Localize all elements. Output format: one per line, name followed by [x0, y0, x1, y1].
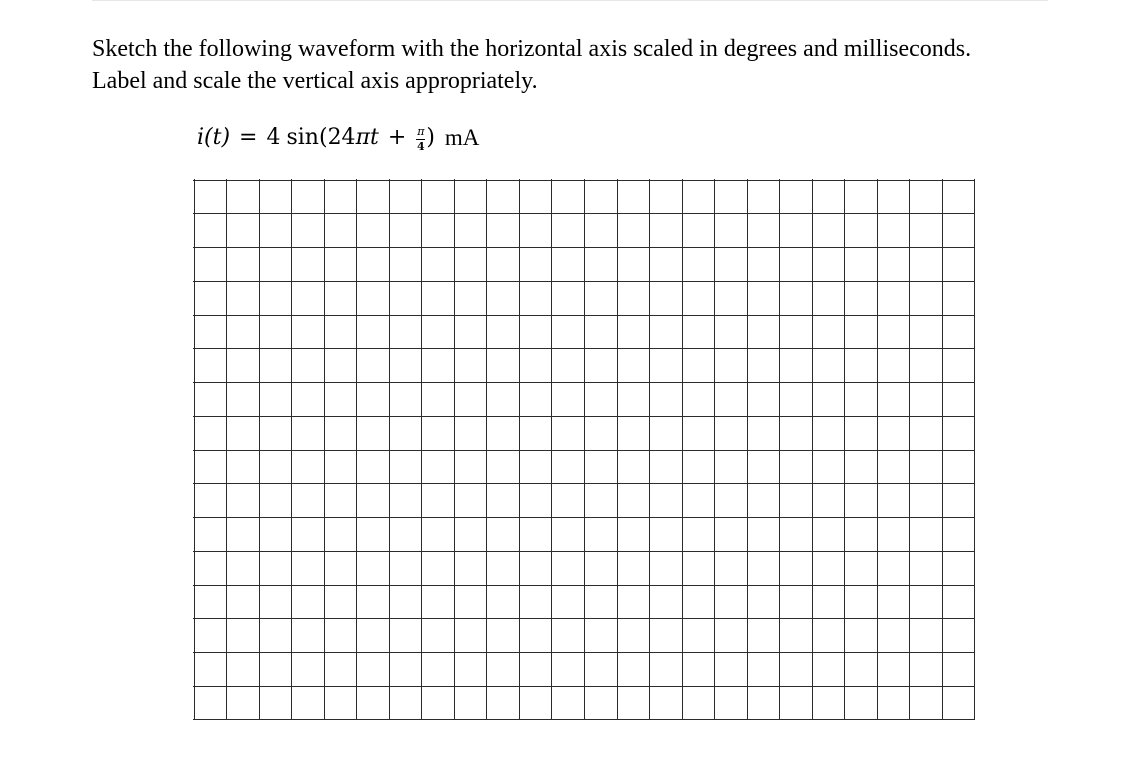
equation-pi: π [355, 125, 371, 150]
equation-sin-open: sin(24 [286, 125, 356, 150]
equation-function: i(t) [197, 125, 231, 150]
equation-phase-fraction [416, 126, 425, 153]
graph-paper-grid [193, 179, 975, 720]
problem-instructions [92, 33, 1082, 97]
fraction-denominator: 4 [416, 139, 425, 153]
equation-unit: mA [444, 125, 480, 150]
waveform-equation [197, 116, 479, 160]
page-top-rule [92, 0, 1048, 1]
fraction-numerator: π [417, 124, 425, 138]
equation-equals: = [239, 125, 258, 150]
instruction-line-2: Label and scale the vertical axis appropriately. [92, 68, 538, 94]
equation-close-paren: ) [426, 125, 435, 150]
grid-svg [193, 179, 975, 720]
equation-amplitude: 4 [266, 125, 281, 150]
equation-t-var: t [370, 125, 379, 150]
instruction-line-1: Sketch the following waveform with the horizontal axis scaled in degrees and milliseconds. [92, 36, 972, 62]
equation-plus: + [387, 125, 407, 150]
